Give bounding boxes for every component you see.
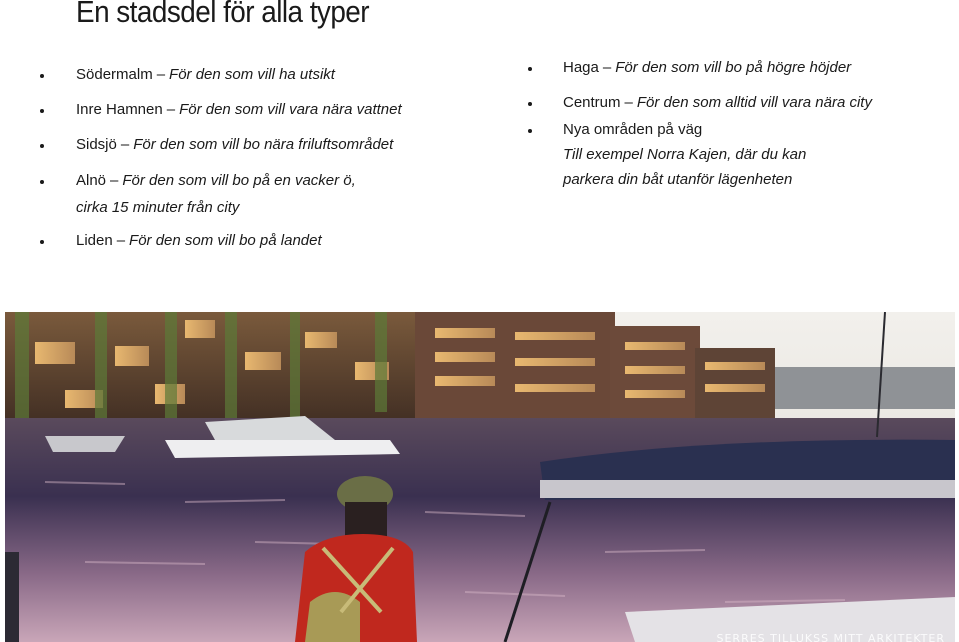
list-item-inre-hamnen bbox=[76, 100, 402, 120]
bullet bbox=[528, 67, 532, 71]
area-name: Sidsjö bbox=[76, 136, 117, 153]
area-description: För den som vill bo på landet bbox=[129, 232, 322, 249]
area-description-continued: parkera din båt utanför lägenheten bbox=[563, 171, 793, 188]
separator: – bbox=[156, 66, 166, 83]
bullet bbox=[40, 144, 44, 148]
area-name: Liden bbox=[76, 232, 113, 249]
list-item-liden bbox=[76, 231, 322, 251]
list-item-sidsjo bbox=[76, 135, 393, 155]
railing-post bbox=[5, 552, 19, 642]
page-title: En stadsdel för alla typer bbox=[76, 0, 370, 29]
area-name: Alnö bbox=[76, 172, 107, 189]
separator: – bbox=[624, 94, 633, 111]
list-item-sodermalm bbox=[76, 65, 335, 85]
separator: – bbox=[166, 101, 176, 118]
separator: – bbox=[116, 232, 126, 249]
separator: – bbox=[602, 59, 612, 76]
area-description: För den som vill bo på en vacker ö, bbox=[122, 172, 356, 189]
area-description: För den som vill ha utsikt bbox=[169, 66, 335, 83]
harbour-rendering-image bbox=[5, 312, 955, 642]
area-description-continued: cirka 15 minuter från city bbox=[76, 199, 240, 216]
bullet bbox=[528, 129, 532, 133]
sailboat-boom bbox=[540, 480, 955, 498]
list-item-centrum bbox=[563, 93, 872, 113]
bullet bbox=[40, 180, 44, 184]
building bbox=[695, 348, 775, 418]
area-description: För den som alltid vill vara nära city bbox=[636, 94, 872, 111]
small-boat bbox=[45, 436, 125, 452]
area-name: Haga bbox=[563, 59, 599, 76]
harbour-scene bbox=[5, 312, 955, 642]
area-name: Inre Hamnen bbox=[76, 101, 163, 118]
list-item-haga bbox=[563, 58, 851, 78]
area-description: För den som vill bo på högre höjder bbox=[615, 59, 852, 76]
area-description: För den som vill vara nära vattnet bbox=[179, 101, 402, 118]
bullet bbox=[40, 109, 44, 113]
list-item-alno bbox=[76, 171, 356, 191]
list-item-nya-omraden bbox=[563, 120, 702, 140]
bullet bbox=[40, 240, 44, 244]
image-credit: SERRES TILLUKSS MITT ARKITEKTER bbox=[716, 632, 945, 642]
separator: – bbox=[110, 172, 119, 189]
area-name: Södermalm bbox=[76, 66, 153, 83]
bullet bbox=[528, 102, 532, 106]
separator: – bbox=[120, 136, 130, 153]
area-name: Centrum bbox=[563, 94, 621, 111]
distant-building bbox=[775, 367, 955, 409]
bullet bbox=[40, 74, 44, 78]
area-description: För den som vill bo nära friluftsområdet bbox=[133, 136, 394, 153]
area-name: Nya områden på väg bbox=[563, 121, 703, 138]
area-description-continued: Till exempel Norra Kajen, där du kan bbox=[563, 146, 807, 163]
